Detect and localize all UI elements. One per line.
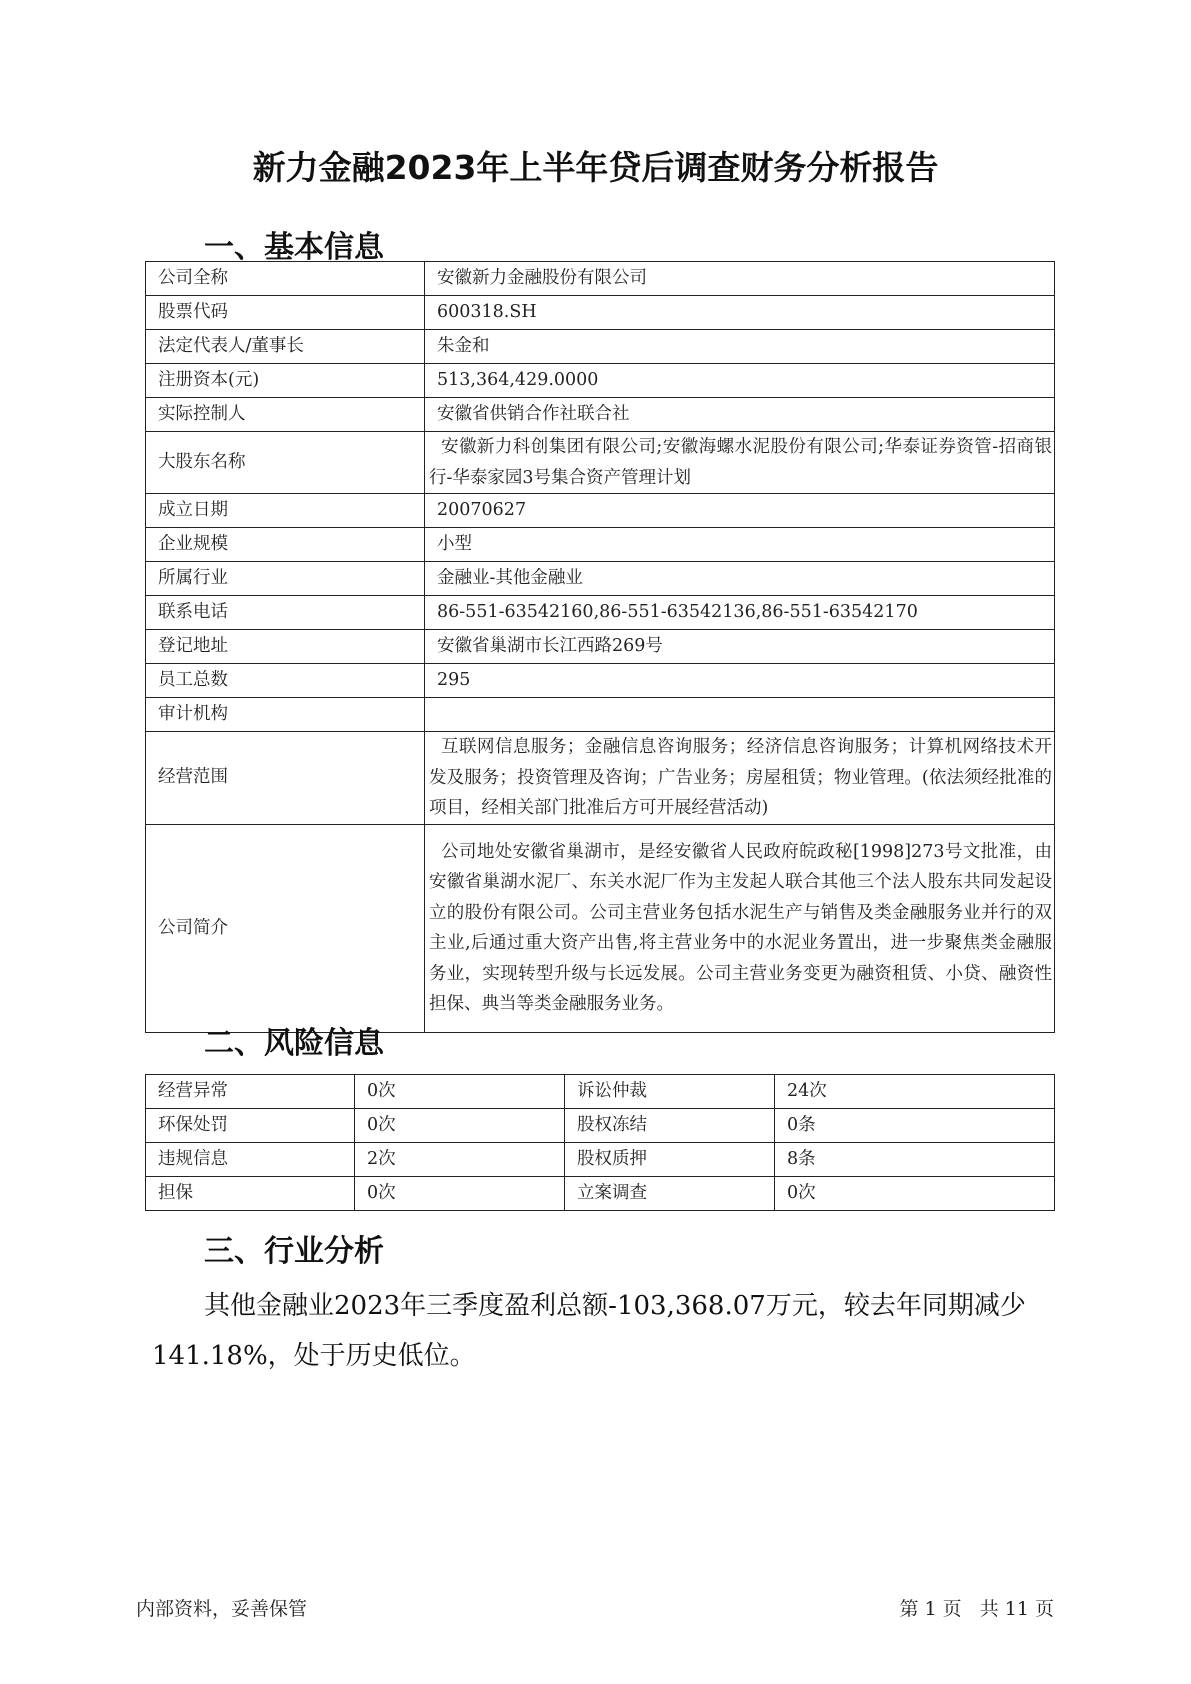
- section-heading-risk-info: 二、风险信息: [204, 1026, 384, 1061]
- basic-info-row: [146, 562, 1055, 596]
- risk-info-label: 立案调查: [565, 1177, 775, 1211]
- basic-info-row: [146, 398, 1055, 432]
- basic-info-label: 联系电话: [146, 596, 425, 630]
- risk-info-label: 环保处罚: [146, 1109, 355, 1143]
- risk-info-label: 担保: [146, 1177, 355, 1211]
- risk-info-value: 0次: [775, 1177, 1055, 1211]
- risk-info-label: 股权质押: [565, 1143, 775, 1177]
- basic-info-value: 公司地处安徽省巢湖市，是经安徽省人民政府皖政秘[1998]273号文批准，由安徽省巢湖水泥厂、东关水泥厂作为主发起人联合其他三个法人股东共同发起设立的股份有限公司。公司主营业务包括水泥生产与销售及类金融服务业并行的双主业,后通过重大资产出售,将主营业务中的水泥业务置出，进一步聚焦类金融服务业，实现转型升级与长远发展。公司主营业务变更为融资租赁、小贷、融资性担保、典当等类金融服务业务。: [425, 824, 1055, 1032]
- section-heading-industry-analysis: 三、行业分析: [204, 1234, 384, 1269]
- basic-info-value: 安徽省供销合作社联合社: [425, 398, 1055, 432]
- basic-info-row: [146, 432, 1055, 494]
- risk-info-row: [146, 1109, 1055, 1143]
- basic-info-row: [146, 296, 1055, 330]
- basic-info-table: [145, 261, 1055, 1033]
- basic-info-row: [146, 364, 1055, 398]
- footer-page-number: 第 1 页 共 11 页: [899, 1598, 1054, 1620]
- risk-info-label: 股权冻结: [565, 1109, 775, 1143]
- basic-info-value: 金融业-其他金融业: [425, 562, 1055, 596]
- basic-info-value: 朱金和: [425, 330, 1055, 364]
- risk-info-value: 0次: [355, 1075, 565, 1109]
- basic-info-label: 法定代表人/董事长: [146, 330, 425, 364]
- basic-info-label: 公司全称: [146, 262, 425, 296]
- basic-info-row: [146, 528, 1055, 562]
- basic-info-label: 企业规模: [146, 528, 425, 562]
- basic-info-row: [146, 330, 1055, 364]
- basic-info-label: 股票代码: [146, 296, 425, 330]
- basic-info-row: [146, 494, 1055, 528]
- risk-info-value: 0次: [355, 1177, 565, 1211]
- basic-info-row: [146, 664, 1055, 698]
- document-title: 新力金融2023年上半年贷后调查财务分析报告: [252, 148, 939, 187]
- basic-info-label: 经营范围: [146, 732, 425, 825]
- basic-info-label: 审计机构: [146, 698, 425, 732]
- basic-info-value: 小型: [425, 528, 1055, 562]
- risk-info-value: 0次: [355, 1109, 565, 1143]
- basic-info-row: [146, 698, 1055, 732]
- basic-info-label: 所属行业: [146, 562, 425, 596]
- industry-analysis-paragraph: 其他金融业2023年三季度盈利总额-103,368.07万元，较去年同期减少141.18%，处于历史低位。: [152, 1291, 1026, 1371]
- basic-info-value: 安徽省巢湖市长江西路269号: [425, 630, 1055, 664]
- basic-info-value: 安徽新力科创集团有限公司;安徽海螺水泥股份有限公司;华泰证券资管-招商银行-华泰家园3号集合资产管理计划: [425, 432, 1055, 494]
- risk-info-label: 经营异常: [146, 1075, 355, 1109]
- basic-info-label: 大股东名称: [146, 432, 425, 494]
- basic-info-value: 86-551-63542160,86-551-63542136,86-551-63542170: [425, 596, 1055, 630]
- section-heading-basic-info: 一、基本信息: [204, 230, 384, 265]
- basic-info-value: 安徽新力金融股份有限公司: [425, 262, 1055, 296]
- risk-info-value: 2次: [355, 1143, 565, 1177]
- risk-info-value: 8条: [775, 1143, 1055, 1177]
- basic-info-row: [146, 732, 1055, 825]
- basic-info-label: 员工总数: [146, 664, 425, 698]
- basic-info-value: 600318.SH: [425, 296, 1055, 330]
- risk-info-table: [145, 1074, 1055, 1211]
- risk-info-label: 违规信息: [146, 1143, 355, 1177]
- basic-info-row: [146, 262, 1055, 296]
- risk-info-value: 0条: [775, 1109, 1055, 1143]
- basic-info-label: 公司简介: [146, 824, 425, 1032]
- basic-info-value: 20070627: [425, 494, 1055, 528]
- basic-info-value: 互联网信息服务；金融信息咨询服务；经济信息咨询服务；计算机网络技术开发及服务；投资管理及咨询；广告业务；房屋租赁；物业管理。(依法须经批准的项目，经相关部门批准后方可开展经营活动): [425, 732, 1055, 825]
- basic-info-value: 295: [425, 664, 1055, 698]
- risk-info-row: [146, 1075, 1055, 1109]
- risk-info-label: 诉讼仲裁: [565, 1075, 775, 1109]
- basic-info-label: 实际控制人: [146, 398, 425, 432]
- basic-info-row: [146, 630, 1055, 664]
- basic-info-row: [146, 596, 1055, 630]
- basic-info-value: [425, 698, 1055, 732]
- basic-info-label: 成立日期: [146, 494, 425, 528]
- basic-info-label: 登记地址: [146, 630, 425, 664]
- basic-info-value: 513,364,429.0000: [425, 364, 1055, 398]
- risk-info-row: [146, 1177, 1055, 1211]
- basic-info-label: 注册资本(元): [146, 364, 425, 398]
- risk-info-value: 24次: [775, 1075, 1055, 1109]
- basic-info-row: [146, 824, 1055, 1032]
- footer-confidential-note: 内部资料，妥善保管: [136, 1598, 308, 1620]
- risk-info-row: [146, 1143, 1055, 1177]
